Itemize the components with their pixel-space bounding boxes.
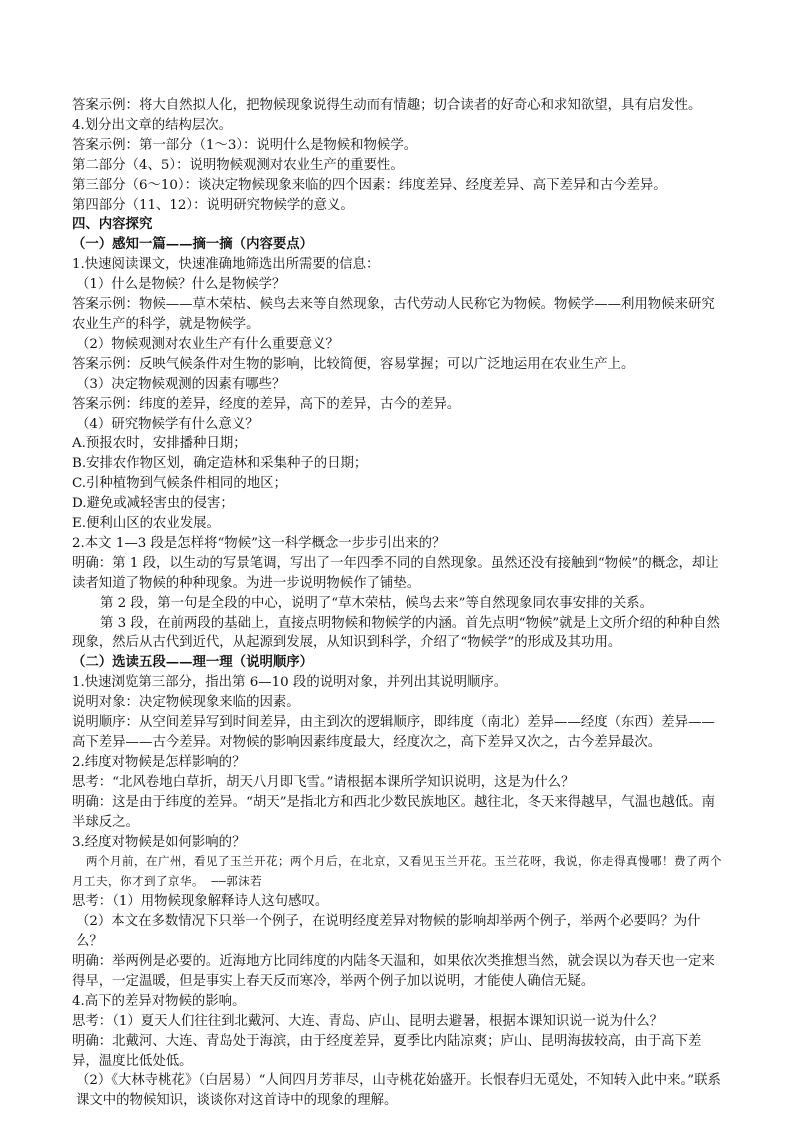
list-item: C.引种植物到气候条件相同的地区； [72,476,287,492]
answer-line: 答案示例：第一部分（1～3）：说明什么是物候和物候学。 [72,137,418,153]
question-heading: 2.纬度对物候是怎样影响的？ [72,754,246,770]
sub-question: （4）研究物候学有什么意义？ [76,416,259,432]
question-heading: 3.经度对物候是如何影响的？ [72,834,246,850]
sub-question: （2）物候观测对农业生产有什么重要意义？ [76,336,339,352]
sub-question: （2）本文在多数情况下只举一个例子，在说明经度差异对物候的影响却举两个例子，举两个必要吗？为什么？ [76,914,701,950]
structure-part-3: 第三部分（6～10）：谈决定物候现象来临的四个因素：纬度差异、经度差异、高下差异和古今差异。 [72,177,667,193]
answer-paragraph: 第 2 段，第一句是全段的中心，说明了“草木荣枯，候鸟去来”等自然现象同农事安排的关系。 [100,595,653,611]
list-item: D.避免或减轻害虫的侵害； [72,496,234,512]
structure-part-4: 第四部分（11、12）：说明研究物候学的意义。 [72,197,354,213]
section-heading: 四、内容探究 [72,216,153,233]
sub-question: （3）决定物候观测的因素有哪些？ [76,376,286,392]
structure-part-2: 第二部分（4、5）：说明物候观测对农业生产的重要性。 [72,157,404,173]
answer-line: 明确：第 1 段，以生动的写景笔调，写出了一年四季不同的自然现象。虽然还没有接触到“物候”的概念，却让读者知道了物候的种种现象。为进一步说明物候作了铺垫。 [72,555,719,591]
answer-line: 明确：举两例是必要的。近海地方比同纬度的内陆冬天温和，如果依次类推想当然，就会误以为春天也一定来得早，一定温暖，但是事实上春天反而寒冷，举两个例子加以说明，才能使人确信无疑。 [72,953,715,989]
answer-line: 答案示例：物候——草木荣枯、候鸟去来等自然现象，古代劳动人民称它为物候。物候学——利用物候来研究农业生产的科学，就是物候学。 [72,297,715,332]
list-item: A.预报农时，安排播种日期； [72,436,247,452]
question-heading: 1.快速浏览第三部分，指出第 6—10 段的说明对象，并列出其说明顺序。 [72,675,508,691]
subsection-heading: （二）选读五段——理一理（说明顺序） [72,654,314,671]
thinking-line: 思考：（1）夏天人们往往到北戴河、大连、青岛、庐山、昆明去避暑，根据本课知识说一说为什么？ [72,1013,664,1029]
answer-line: 答案示例：纬度的差异，经度的差异，高下的差异，古今的差异。 [72,396,461,412]
document-body [72,96,722,1111]
question-heading: 4.高下的差异对物候的影响。 [72,993,246,1009]
thinking-line: 思考：（1）用物候现象解释诗人这句感叹。 [72,894,329,910]
answer-line: 说明顺序：从空间差异写到时间差异，由主到次的逻辑顺序，即纬度（南北）差异——经度（东西）差异——高下差异——古今差异。对物候的影响因素纬度最大，经度次之，高下差异又次之，古今差异最次。 [72,715,715,750]
question-heading: 1.快速阅读课文，快速准确地筛选出所需要的信息： [72,257,380,273]
question-heading: 2.本文 1—3 段是怎样将“物候”这一科学概念一步步引出来的？ [72,535,446,551]
answer-line: 明确：这是由于纬度的差异。“胡天”是指北方和西北少数民族地区。越往北，冬天来得越早，气温也越低。南半球反之。 [72,794,716,830]
subsection-heading: （一）感知一篇——摘一摘（内容要点） [72,236,314,253]
sub-question: （1）什么是物候？什么是物候学？ [76,277,286,293]
answer-line: 答案示例：反映气候条件对生物的影响，比较简便，容易掌握；可以广泛地运用在农业生产上。 [72,356,635,372]
thinking-line: 思考：“北风卷地白草折，胡天八月即飞雪。”请根据本课所学知识说明，这是为什么？ [72,774,575,790]
answer-line: 明确：北戴河、大连、青岛处于海滨，由于经度差异，夏季比内陆凉爽；庐山、昆明海拔较高，由于高下差异，温度比低处低。 [72,1033,702,1069]
answer-paragraph: 第 3 段，在前两段的基础上，直接点明物候和物候学的内涵。首先点明“物候”就是上文所介绍的种种自然现象，然后从古代到近代，从起源到发展，从知识到科学，介绍了“物候学”的形成及其功用。 [72,615,720,651]
sub-question: （2）《大林寺桃花》（白居易）“人间四月芳菲尽，山寺桃花始盛开。长恨春归无觅处，不知转入此中来。”联系课文中的物候知识，谈谈你对这首诗中的现象的理解。 [76,1073,721,1109]
list-item: E.便利山区的农业发展。 [72,516,220,532]
list-item: B.安排农作物区划，确定造林和采集种子的日期； [72,456,368,472]
question-heading: 4.划分出文章的结构层次。 [72,117,233,133]
poem-quote: 两个月前，在广州，看见了玉兰开花；两个月后，在北京，又看见玉兰开花。玉兰花呀，我说，你走得真慢哪！费了两个月工夫，你才到了京华。 ——郭沫若 [72,854,722,889]
answer-line: 说明对象：决定物候现象来临的因素。 [72,695,300,711]
answer-line: 答案示例：将大自然拟人化，把物候现象说得生动而有情趣；切合读者的好奇心和求知欲望，具有启发性。 [72,98,702,113]
